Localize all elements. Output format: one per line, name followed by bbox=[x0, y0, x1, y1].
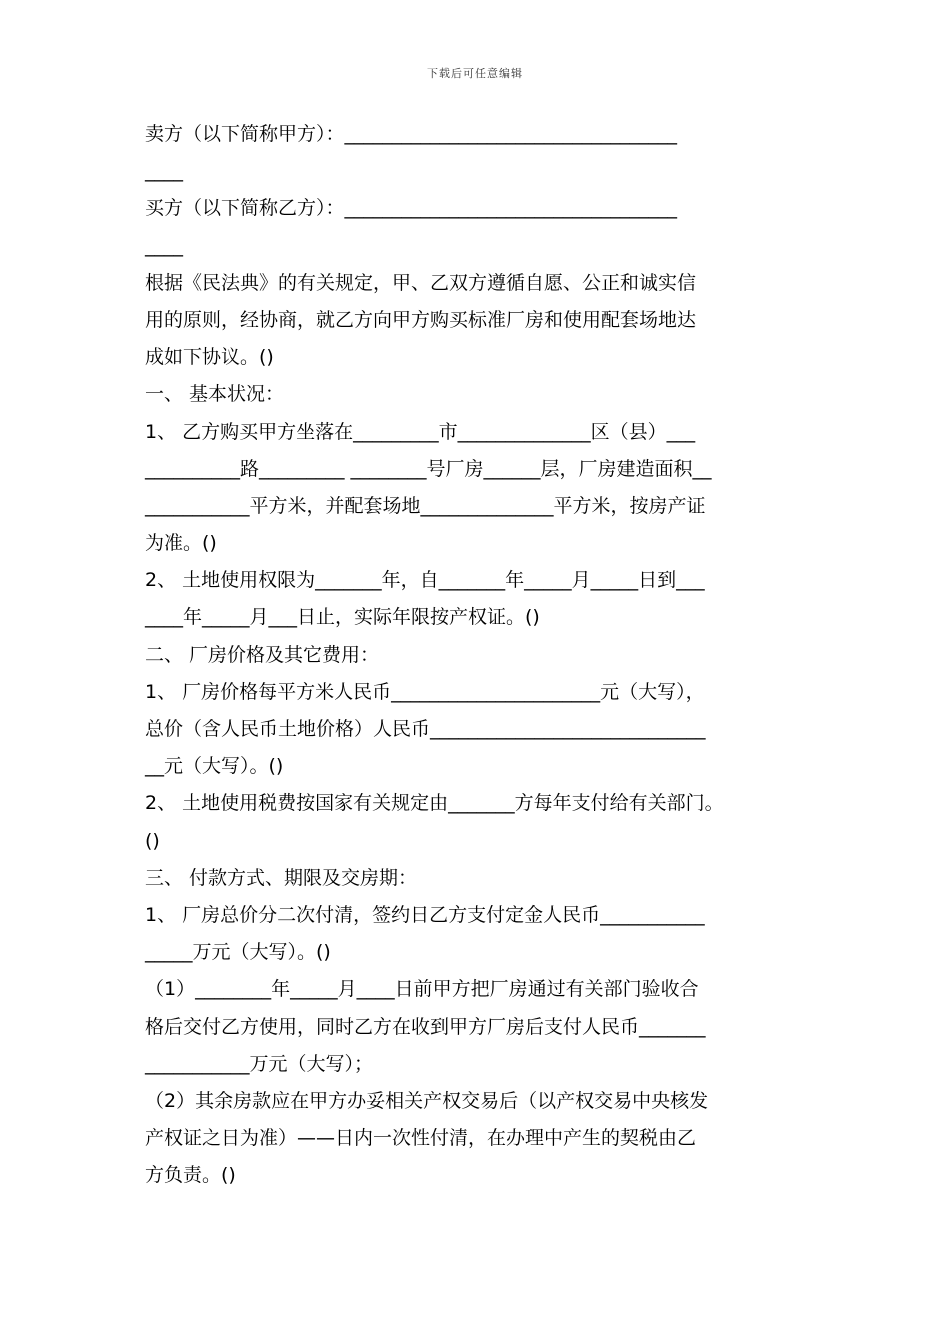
clause-1-1-line-3: ___________平方米，并配套场地______________平方米，按房产证 bbox=[145, 494, 706, 517]
clause-3-1-sub1-line-3: ___________万元（大写）； bbox=[145, 1052, 374, 1075]
contract-body bbox=[145, 116, 835, 1194]
clause-1-2-line-2: ____年_____月___日止，实际年限按产权证。() bbox=[145, 606, 540, 629]
section-1-heading: 一、 基本状况： bbox=[145, 383, 285, 406]
clause-2-1-line-2: 总价（含人民币土地价格）人民币_____________________________ bbox=[145, 718, 706, 740]
clause-2-1-line-3: __元（大写）。() bbox=[145, 755, 284, 778]
clause-1-1-line-1: 1、 乙方购买甲方坐落在_________市______________区（县）___ bbox=[145, 420, 696, 443]
clause-3-1-line-1: 1、 厂房总价分二次付清，签约日乙方支付定金人民币___________ bbox=[145, 903, 705, 926]
section-3-heading: 三、 付款方式、期限及交房期： bbox=[145, 866, 418, 889]
clause-2-2-line-1: 2、 土地使用税费按国家有关规定由_______方每年支付给有关部门。 bbox=[145, 792, 724, 815]
clause-2-1-line-1: 1、 厂房价格每平方米人民币______________________元（大写）， bbox=[145, 680, 705, 703]
seller-line: 卖方（以下简称甲方）：___________________________________ bbox=[145, 123, 678, 145]
intro-line-1: 根据《民法典》的有关规定，甲、乙双方遵循自愿、公正和诚实信 bbox=[145, 271, 697, 294]
clause-3-1-sub2-line-3: 方负责。() bbox=[145, 1164, 236, 1187]
buyer-line-cont: ____ bbox=[145, 234, 183, 257]
intro-line-2: 用的原则，经协商，就乙方向甲方购买标准厂房和使用配套场地达 bbox=[145, 308, 697, 331]
clause-3-1-sub2-line-1: （2）其余房款应在甲方办妥相关产权交易后（以产权交易中央核发 bbox=[145, 1089, 709, 1112]
clause-2-2-line-2: () bbox=[145, 829, 160, 852]
buyer-line: 买方（以下简称乙方）：___________________________________ bbox=[145, 197, 678, 220]
intro-line-3: 成如下协议。() bbox=[145, 346, 274, 369]
clause-1-1-line-4: 为准。() bbox=[145, 532, 217, 555]
clause-1-1-line-2: __________路_________ ________号厂房______层，厂房建造面积__ bbox=[145, 457, 712, 480]
clause-1-2-line-1: 2、 土地使用权限为_______年，自_______年_____月_____日到___ bbox=[145, 569, 705, 592]
seller-line-cont: ____ bbox=[145, 160, 183, 183]
section-2-heading: 二、 厂房价格及其它费用： bbox=[145, 643, 380, 666]
clause-3-1-sub2-line-2: 产权证之日为准）——日内一次性付清，在办理中产生的契税由乙 bbox=[145, 1127, 697, 1150]
clause-3-1-line-2: _____万元（大写）。() bbox=[145, 941, 331, 964]
clause-3-1-sub1-line-2: 格后交付乙方使用，同时乙方在收到甲方厂房后支付人民币_______ bbox=[145, 1015, 706, 1038]
page-header: 下载后可任意编辑 bbox=[427, 67, 523, 80]
clause-3-1-sub1-line-1: （1）________年_____月____日前甲方把厂房通过有关部门验收合 bbox=[145, 978, 699, 1001]
